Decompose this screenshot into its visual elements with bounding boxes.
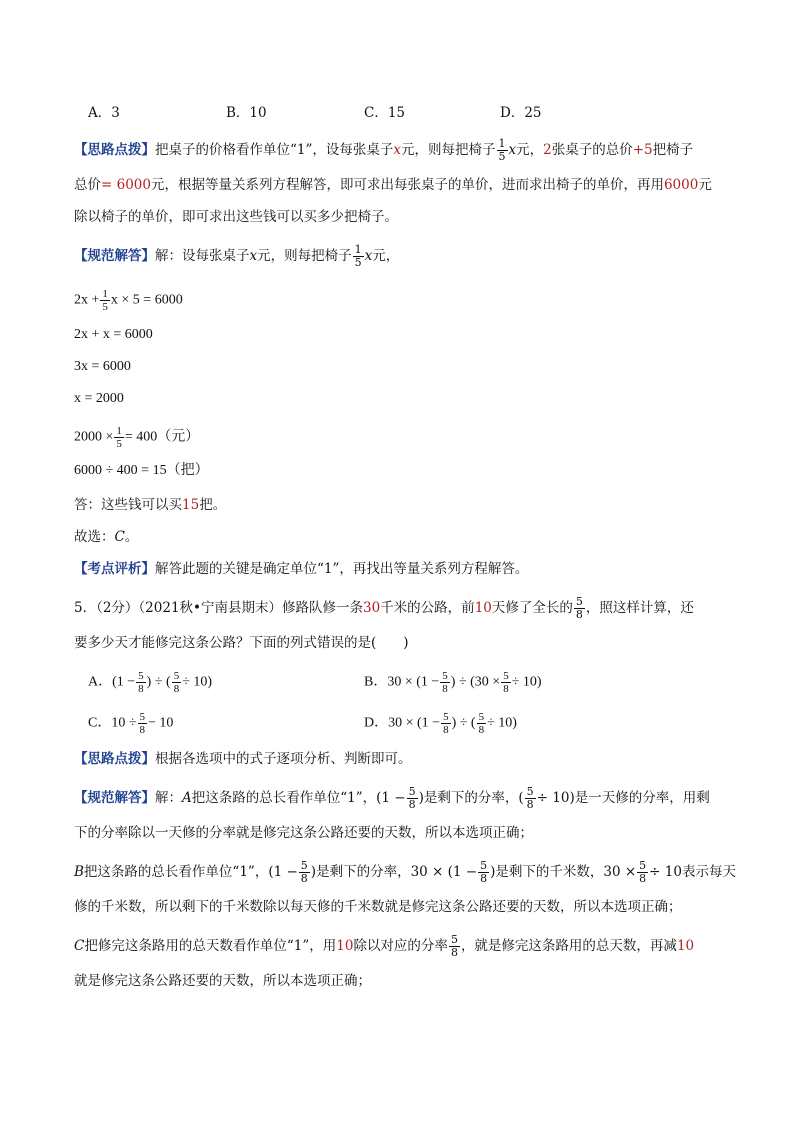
hint-text: 总价 — [74, 177, 101, 193]
solution-expr: ÷ 10 — [649, 864, 682, 880]
fraction-numerator: 1 — [354, 243, 362, 256]
q4-hint-line-1 — [74, 138, 693, 163]
fraction-one-fifth — [497, 138, 508, 163]
fraction-denominator: 5 — [498, 150, 506, 163]
fraction-numerator: 5 — [478, 711, 485, 723]
q5-stem-line-1 — [74, 596, 694, 621]
option-part: ) ÷ (30 × — [450, 674, 501, 690]
solution-text: 把修完这条路用的总天数看作单位“1”，用 — [84, 938, 337, 954]
fraction-five-eighths — [449, 934, 460, 959]
stem-number: 10 — [474, 600, 492, 616]
fraction-denominator: 8 — [450, 946, 458, 959]
fraction-five-eighths — [172, 670, 182, 695]
fraction-denominator: 5 — [102, 301, 108, 313]
equation-6: 6000 ÷ 400 = 15（把） — [74, 463, 209, 478]
fraction-five-eighths — [478, 860, 489, 885]
q4-hint-line-2 — [74, 175, 712, 195]
fraction-denominator: 8 — [503, 683, 509, 695]
choice-text: 。 — [124, 529, 139, 545]
solution-text: 解：设每张桌子 — [155, 248, 250, 264]
q5-solution-a-line-2: 下的分率除以一天修的分率就是修完这条公路还要的天数，所以本选项正确； — [74, 825, 533, 841]
option-part: D．30 × (1 − — [364, 715, 441, 731]
fraction-numerator: 5 — [173, 670, 180, 682]
fraction-five-eighths — [138, 711, 148, 736]
fraction-denominator: 8 — [478, 724, 485, 736]
solution-tag: 【规范解答】 — [74, 790, 155, 806]
q5-solution-c-line-1 — [74, 934, 694, 959]
fraction-denominator: 5 — [354, 256, 362, 269]
hint-text: 张桌子的总价 — [551, 142, 633, 158]
fraction-numerator: 5 — [138, 670, 144, 682]
solution-tag: 【规范解答】 — [74, 248, 155, 264]
hint-number: 2 — [543, 142, 552, 158]
q4-option-c: C．15 — [364, 105, 406, 121]
stem-text: ，照这样计算，还 — [585, 600, 694, 616]
fraction-numerator: 5 — [503, 670, 509, 682]
equation-part: x × 5 = 6000 — [110, 292, 183, 308]
solution-text: )是剩下的分率， — [310, 864, 411, 880]
option-part: B．30 × (1 − — [364, 674, 440, 690]
stem-number: 30 — [363, 600, 381, 616]
answer-number: 15 — [182, 497, 200, 513]
hint-text: 把桌子的价格看作单位“1”，设每张桌子 — [155, 142, 394, 158]
q4-option-d: D．25 — [500, 105, 542, 121]
fraction-five-eighths — [299, 860, 310, 885]
solution-number: 10 — [676, 938, 695, 954]
q4-review — [74, 559, 528, 579]
hint-tag: 【思路点拨】 — [74, 751, 155, 767]
answer-text: 答：这些钱可以买 — [74, 497, 182, 513]
equation-part: 2000 × — [74, 429, 114, 445]
equation-1 — [74, 288, 183, 313]
fraction-five-eighths — [136, 670, 146, 695]
solution-text: 元， — [372, 248, 400, 264]
option-part: − 10 — [148, 715, 174, 731]
fraction-numerator: 1 — [116, 425, 122, 437]
fraction-numerator: 1 — [102, 288, 108, 300]
fraction-numerator: 5 — [526, 785, 534, 798]
fraction-numerator: 5 — [480, 859, 488, 872]
solution-text: ÷ 10)是一天修的分率，用剩 — [536, 790, 710, 806]
solution-text: 解： — [155, 790, 182, 806]
q4-answer — [74, 495, 226, 515]
fraction-five-eighths — [637, 860, 648, 885]
q5-solution-c-line-2: 就是修完这条公路还要的天数，所以本选项正确； — [74, 973, 371, 989]
choice-letter: C — [114, 529, 125, 545]
equation-4: x = 2000 — [74, 391, 124, 406]
fraction-numerator: 5 — [443, 711, 449, 723]
q5-option-a — [88, 670, 212, 695]
fraction-numerator: 5 — [450, 933, 458, 946]
option-letter: B — [74, 864, 84, 880]
hint-text: 把椅子 — [652, 142, 694, 158]
variable-x: x — [393, 142, 402, 158]
fraction-numerator: 5 — [639, 859, 647, 872]
choice-text: 故选： — [74, 529, 115, 545]
solution-expr: 30 × — [603, 864, 637, 880]
q4-hint-line-3: 除以椅子的单价，即可求出这些钱可以买多少把椅子。 — [74, 209, 398, 225]
fraction-denominator: 8 — [173, 683, 180, 695]
q5-stem-line-2: 要多少天才能修完这条公路？下面的列式错误的是( ) — [74, 635, 409, 651]
fraction-denominator: 8 — [443, 724, 449, 736]
q5-hint — [74, 749, 412, 769]
fraction-five-eighths — [441, 711, 451, 736]
variable-x: x — [249, 248, 258, 264]
fraction-one-fifth — [353, 244, 364, 269]
option-part: ÷ 10) — [487, 715, 517, 731]
q4-option-a: A．3 — [88, 105, 120, 121]
equation-part: = 400（元） — [124, 429, 200, 445]
solution-text: 表示每天 — [681, 864, 736, 880]
hint-text: 元，则每把椅子 — [401, 142, 496, 158]
q5-option-b — [364, 670, 542, 695]
fraction-five-eighths — [477, 711, 487, 736]
fraction-numerator: 5 — [139, 711, 146, 723]
option-letter: A — [182, 790, 192, 806]
q4-choice — [74, 527, 138, 547]
fraction-denominator: 8 — [575, 608, 583, 621]
fraction-one-fifth — [114, 425, 124, 450]
fraction-denominator: 8 — [408, 798, 416, 811]
solution-text: 把这条路的总长看作单位“1”， — [83, 864, 269, 880]
review-text: 解答此题的关键是确定单位“1”，再找出等量关系列方程解答。 — [155, 561, 529, 577]
solution-expr: (1 − — [268, 864, 298, 880]
q5-option-c — [88, 711, 173, 736]
hint-tag: 【思路点拨】 — [74, 142, 155, 158]
answer-text: 把。 — [199, 497, 227, 513]
solution-expr: (1 − — [376, 790, 406, 806]
fraction-five-eighths — [574, 596, 585, 621]
fraction-five-eighths — [440, 670, 450, 695]
fraction-denominator: 8 — [639, 872, 647, 885]
equation-3: 3x = 6000 — [74, 359, 131, 374]
hint-number: 6000 — [663, 177, 699, 193]
q4-solution-intro — [74, 244, 399, 269]
fraction-denominator: 8 — [138, 683, 144, 695]
solution-expr: 30 × (1 − — [410, 864, 478, 880]
fraction-denominator: 8 — [442, 683, 448, 695]
option-letter: C — [74, 938, 85, 954]
fraction-five-eighths — [407, 786, 418, 811]
option-part: ÷ 10) — [182, 674, 213, 690]
stem-text: 千米的公路，前 — [380, 600, 475, 616]
fraction-denominator: 8 — [300, 872, 308, 885]
hint-text: 元，根据等量关系列方程解答，即可求出每张桌子的单价，进而求出椅子的单价，再用 — [150, 177, 664, 193]
fraction-one-fifth — [100, 288, 110, 313]
stem-text: 天修了全长的 — [491, 600, 573, 616]
hint-text: 根据各选项中的式子逐项分析、判断即可。 — [155, 751, 412, 767]
q5-solution-b-line-2: 修的千米数，所以剩下的千米数除以每天修的千米数就是修完这条公路还要的天数，所以本选项正确； — [74, 899, 682, 915]
equation-2: 2x + x = 6000 — [74, 327, 153, 342]
solution-text: 元，则每把椅子 — [257, 248, 352, 264]
fraction-numerator: 5 — [300, 859, 308, 872]
q5-solution-a-line-1 — [74, 786, 710, 811]
q4-option-b: B．10 — [226, 105, 267, 121]
fraction-denominator: 8 — [139, 724, 146, 736]
fraction-denominator: 5 — [116, 438, 122, 450]
fraction-numerator: 5 — [575, 595, 583, 608]
solution-text: ，就是修完这条路用的总天数，再减 — [460, 938, 677, 954]
hint-number: +5 — [632, 142, 653, 158]
hint-number: = 6000 — [101, 177, 151, 193]
solution-text: 把这条路的总长看作单位“1”， — [191, 790, 377, 806]
equation-5 — [74, 425, 199, 450]
variable-x: x — [364, 248, 373, 264]
solution-text: )是剩下的千米数， — [490, 864, 604, 880]
fraction-five-eighths — [501, 670, 511, 695]
fraction-denominator: 8 — [526, 798, 534, 811]
option-part: C．10 ÷ — [88, 715, 137, 731]
option-part: ) ÷ ( — [146, 674, 171, 690]
option-part: ÷ 10) — [511, 674, 542, 690]
review-tag: 【考点评析】 — [74, 561, 155, 577]
fraction-five-eighths — [525, 786, 536, 811]
fraction-numerator: 5 — [442, 670, 448, 682]
solution-text: )是剩下的分率，( — [418, 790, 524, 806]
equation-part: 2x + — [74, 292, 100, 308]
solution-number: 10 — [336, 938, 354, 954]
stem-text: 5．（2分）（2021秋•宁南县期末）修路队修一条 — [74, 600, 363, 616]
hint-text: 元 — [698, 177, 712, 193]
solution-text: 除以对应的分率 — [353, 938, 448, 954]
fraction-numerator: 1 — [498, 137, 506, 150]
q5-option-d — [364, 711, 517, 736]
fraction-numerator: 5 — [408, 785, 416, 798]
fraction-denominator: 8 — [480, 872, 488, 885]
option-part: A．(1 − — [88, 674, 136, 690]
q5-solution-b-line-1 — [74, 860, 736, 885]
hint-text: 元， — [516, 142, 544, 158]
option-part: ) ÷ ( — [451, 715, 476, 731]
variable-x: x — [508, 142, 517, 158]
